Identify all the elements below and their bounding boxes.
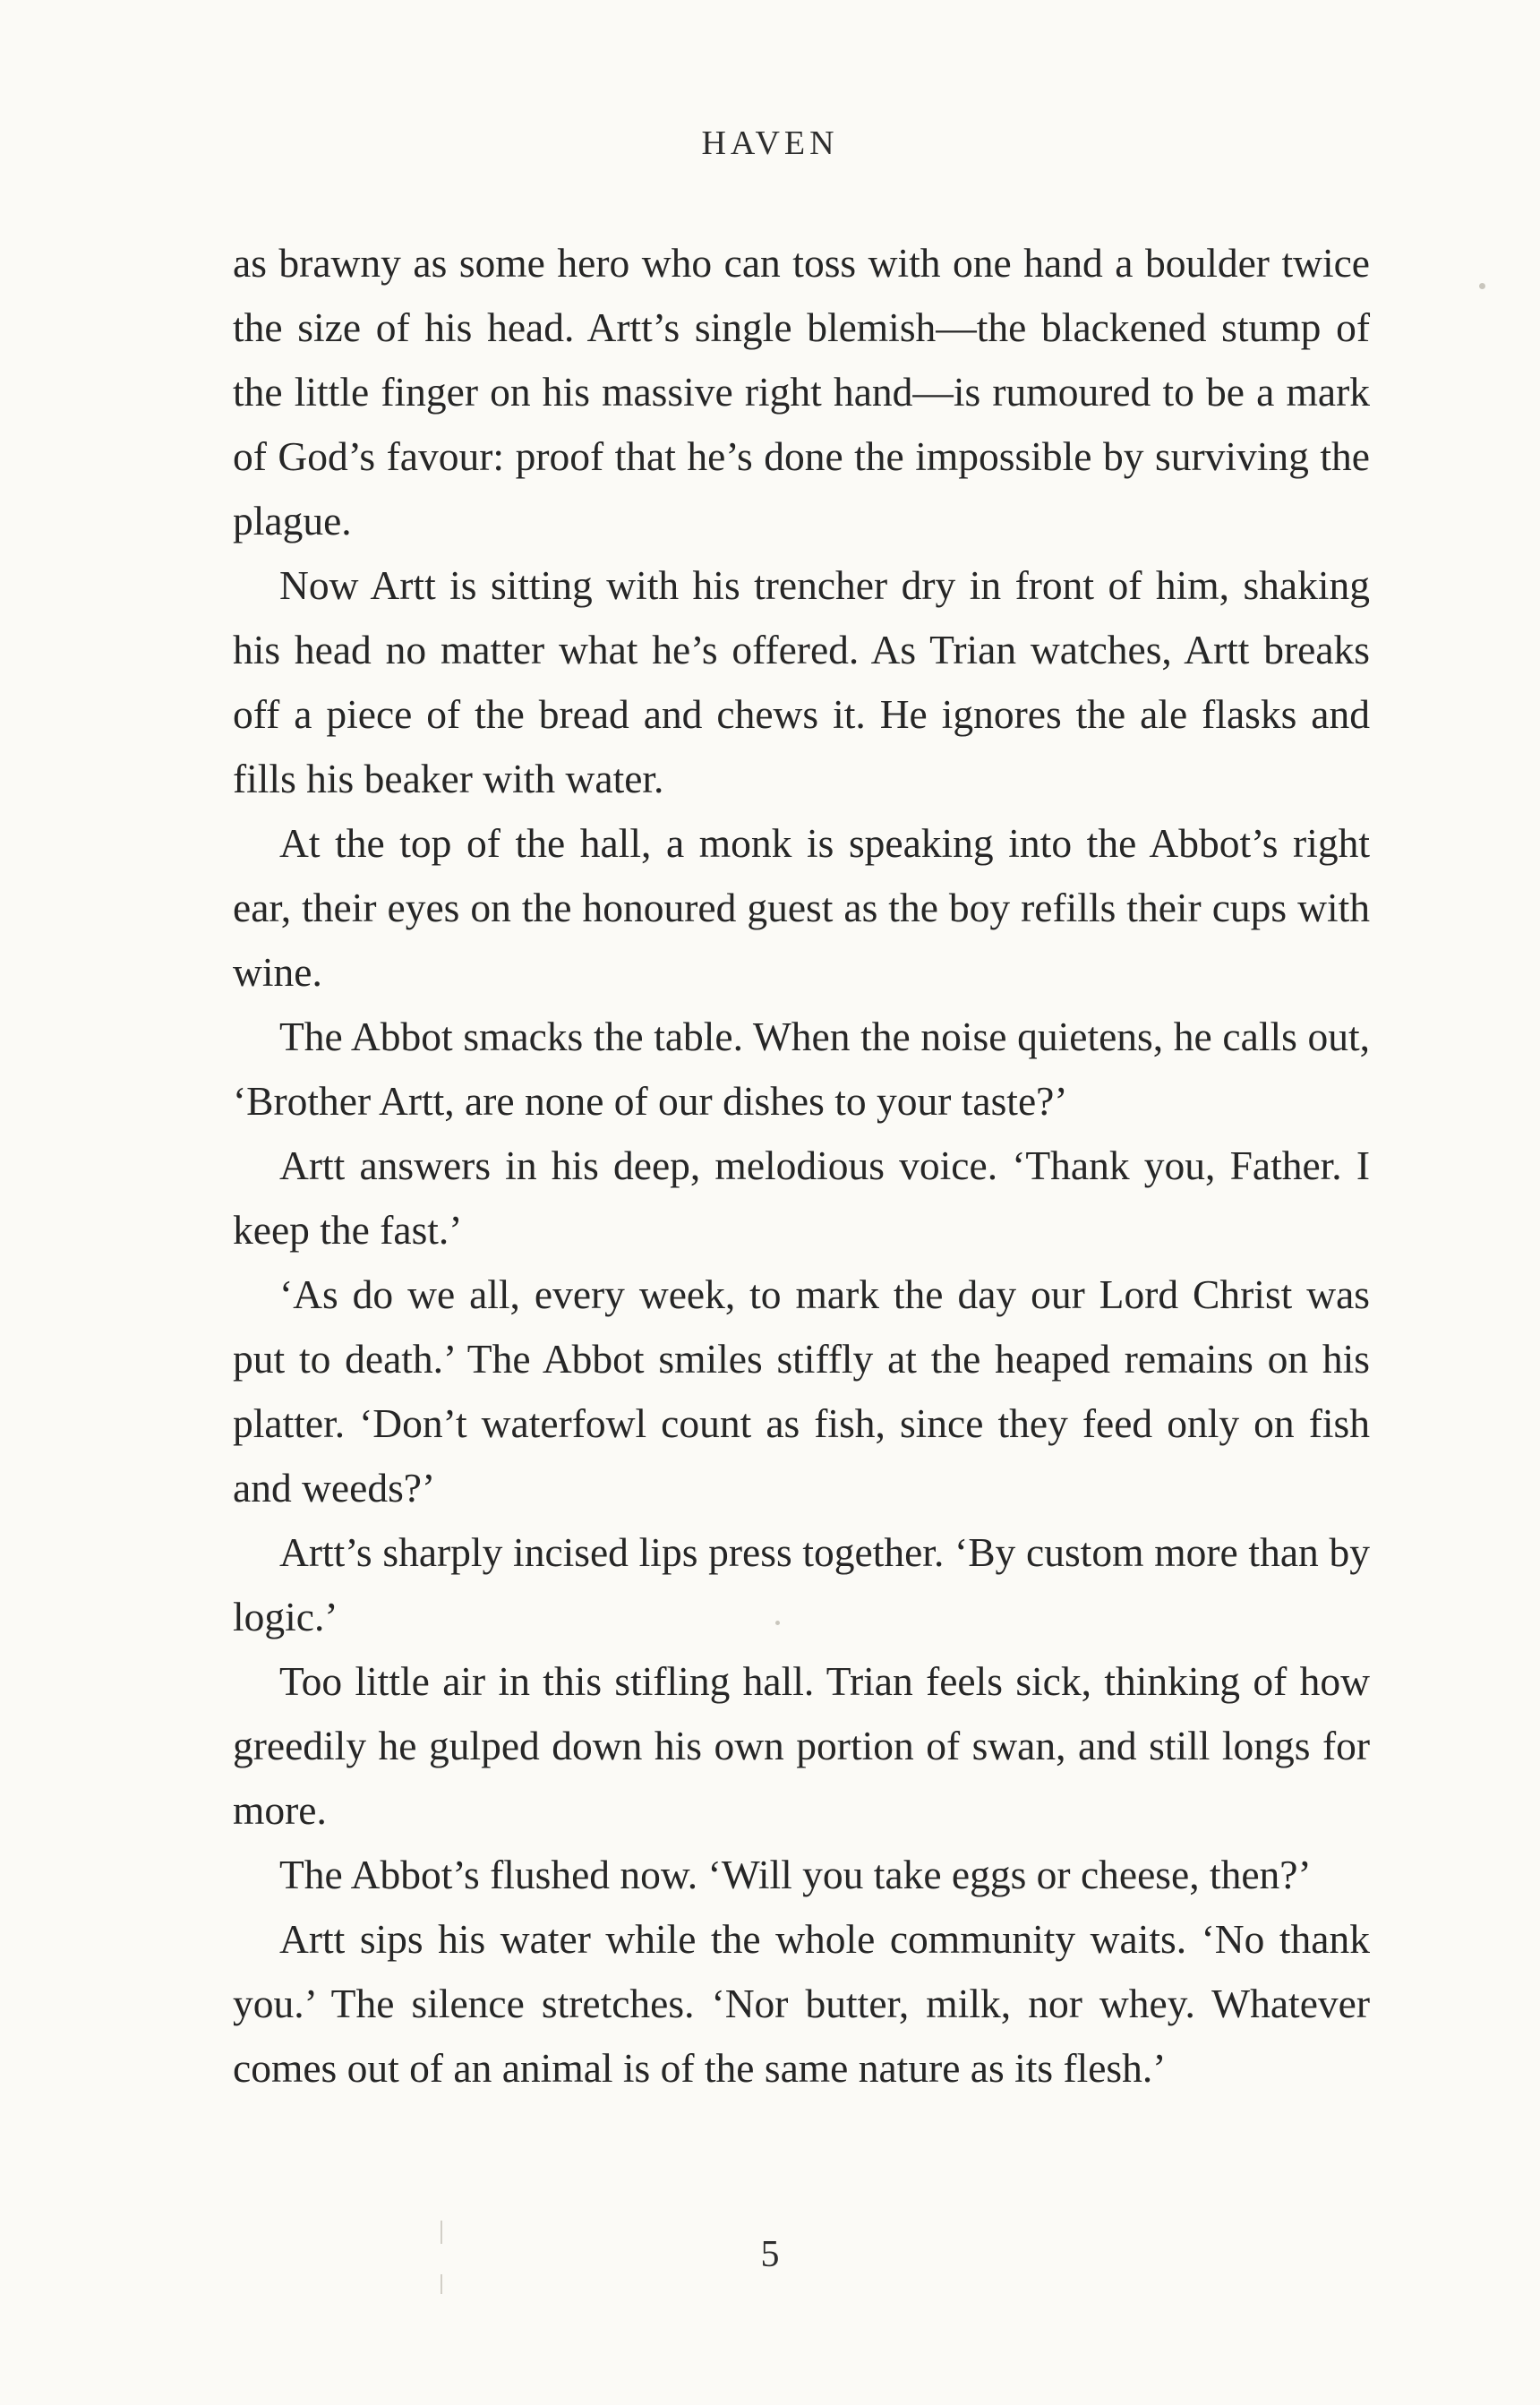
paragraph: ‘As do we all, every week, to mark the day our Lord Christ was put to death.’ The Abbot smiles stiffly at the heaped remains on his platter. ‘Don’t waterfowl count as fish, since they feed only on fish and weeds?’: [233, 1271, 1370, 1511]
paragraph: Artt’s sharply incised lips press together. ‘By custom more than by logic.’: [233, 1529, 1370, 1639]
paragraph: At the top of the hall, a monk is speaking into the Abbot’s right ear, their eyes on the honoured guest as the boy refills their cups with wine.: [233, 820, 1370, 995]
scan-scratch: [441, 2221, 442, 2244]
paragraph: Too little air in this stifling hall. Trian feels sick, thinking of how greedily he gulped down his own portion of swan, and still longs for more.: [233, 1658, 1370, 1833]
scan-scratch: [441, 2274, 442, 2294]
paragraph: The Abbot’s flushed now. ‘Will you take eggs or cheese, then?’: [279, 1852, 1312, 1897]
running-head: HAVEN: [701, 124, 839, 162]
paragraph: Artt answers in his deep, melodious voice. ‘Thank you, Father. I keep the fast.’: [233, 1143, 1370, 1253]
page-number: 5: [760, 2234, 780, 2275]
paragraph: Now Artt is sitting with his trencher dry in front of him, shaking his head no matter what he’s offered. As Trian watches, Artt breaks off a piece of the bread and chews it. He ignores the ale flasks and fills his beaker with water.: [233, 562, 1370, 801]
paragraph-continued: as brawny as some hero who can toss with one hand a boulder twice the size of his head. Artt’s single blemish—the blackened stump of the little finger on his massive right hand—is rumoured to be a mark of God’s favour: proof that he’s done the impossible by surviving the plague.: [233, 240, 1370, 543]
scan-speck: [1479, 283, 1485, 289]
scan-speck: [775, 1621, 780, 1625]
body-text: [233, 231, 1370, 2101]
paragraph: The Abbot smacks the table. When the noise quietens, he calls out, ‘Brother Artt, are none of our dishes to your taste?’: [233, 1014, 1370, 1124]
paragraph: Artt sips his water while the whole community waits. ‘No thank you.’ The silence stretches. ‘Nor butter, milk, nor whey. Whatever comes out of an animal is of the same nature as its flesh.’: [233, 1916, 1370, 2091]
